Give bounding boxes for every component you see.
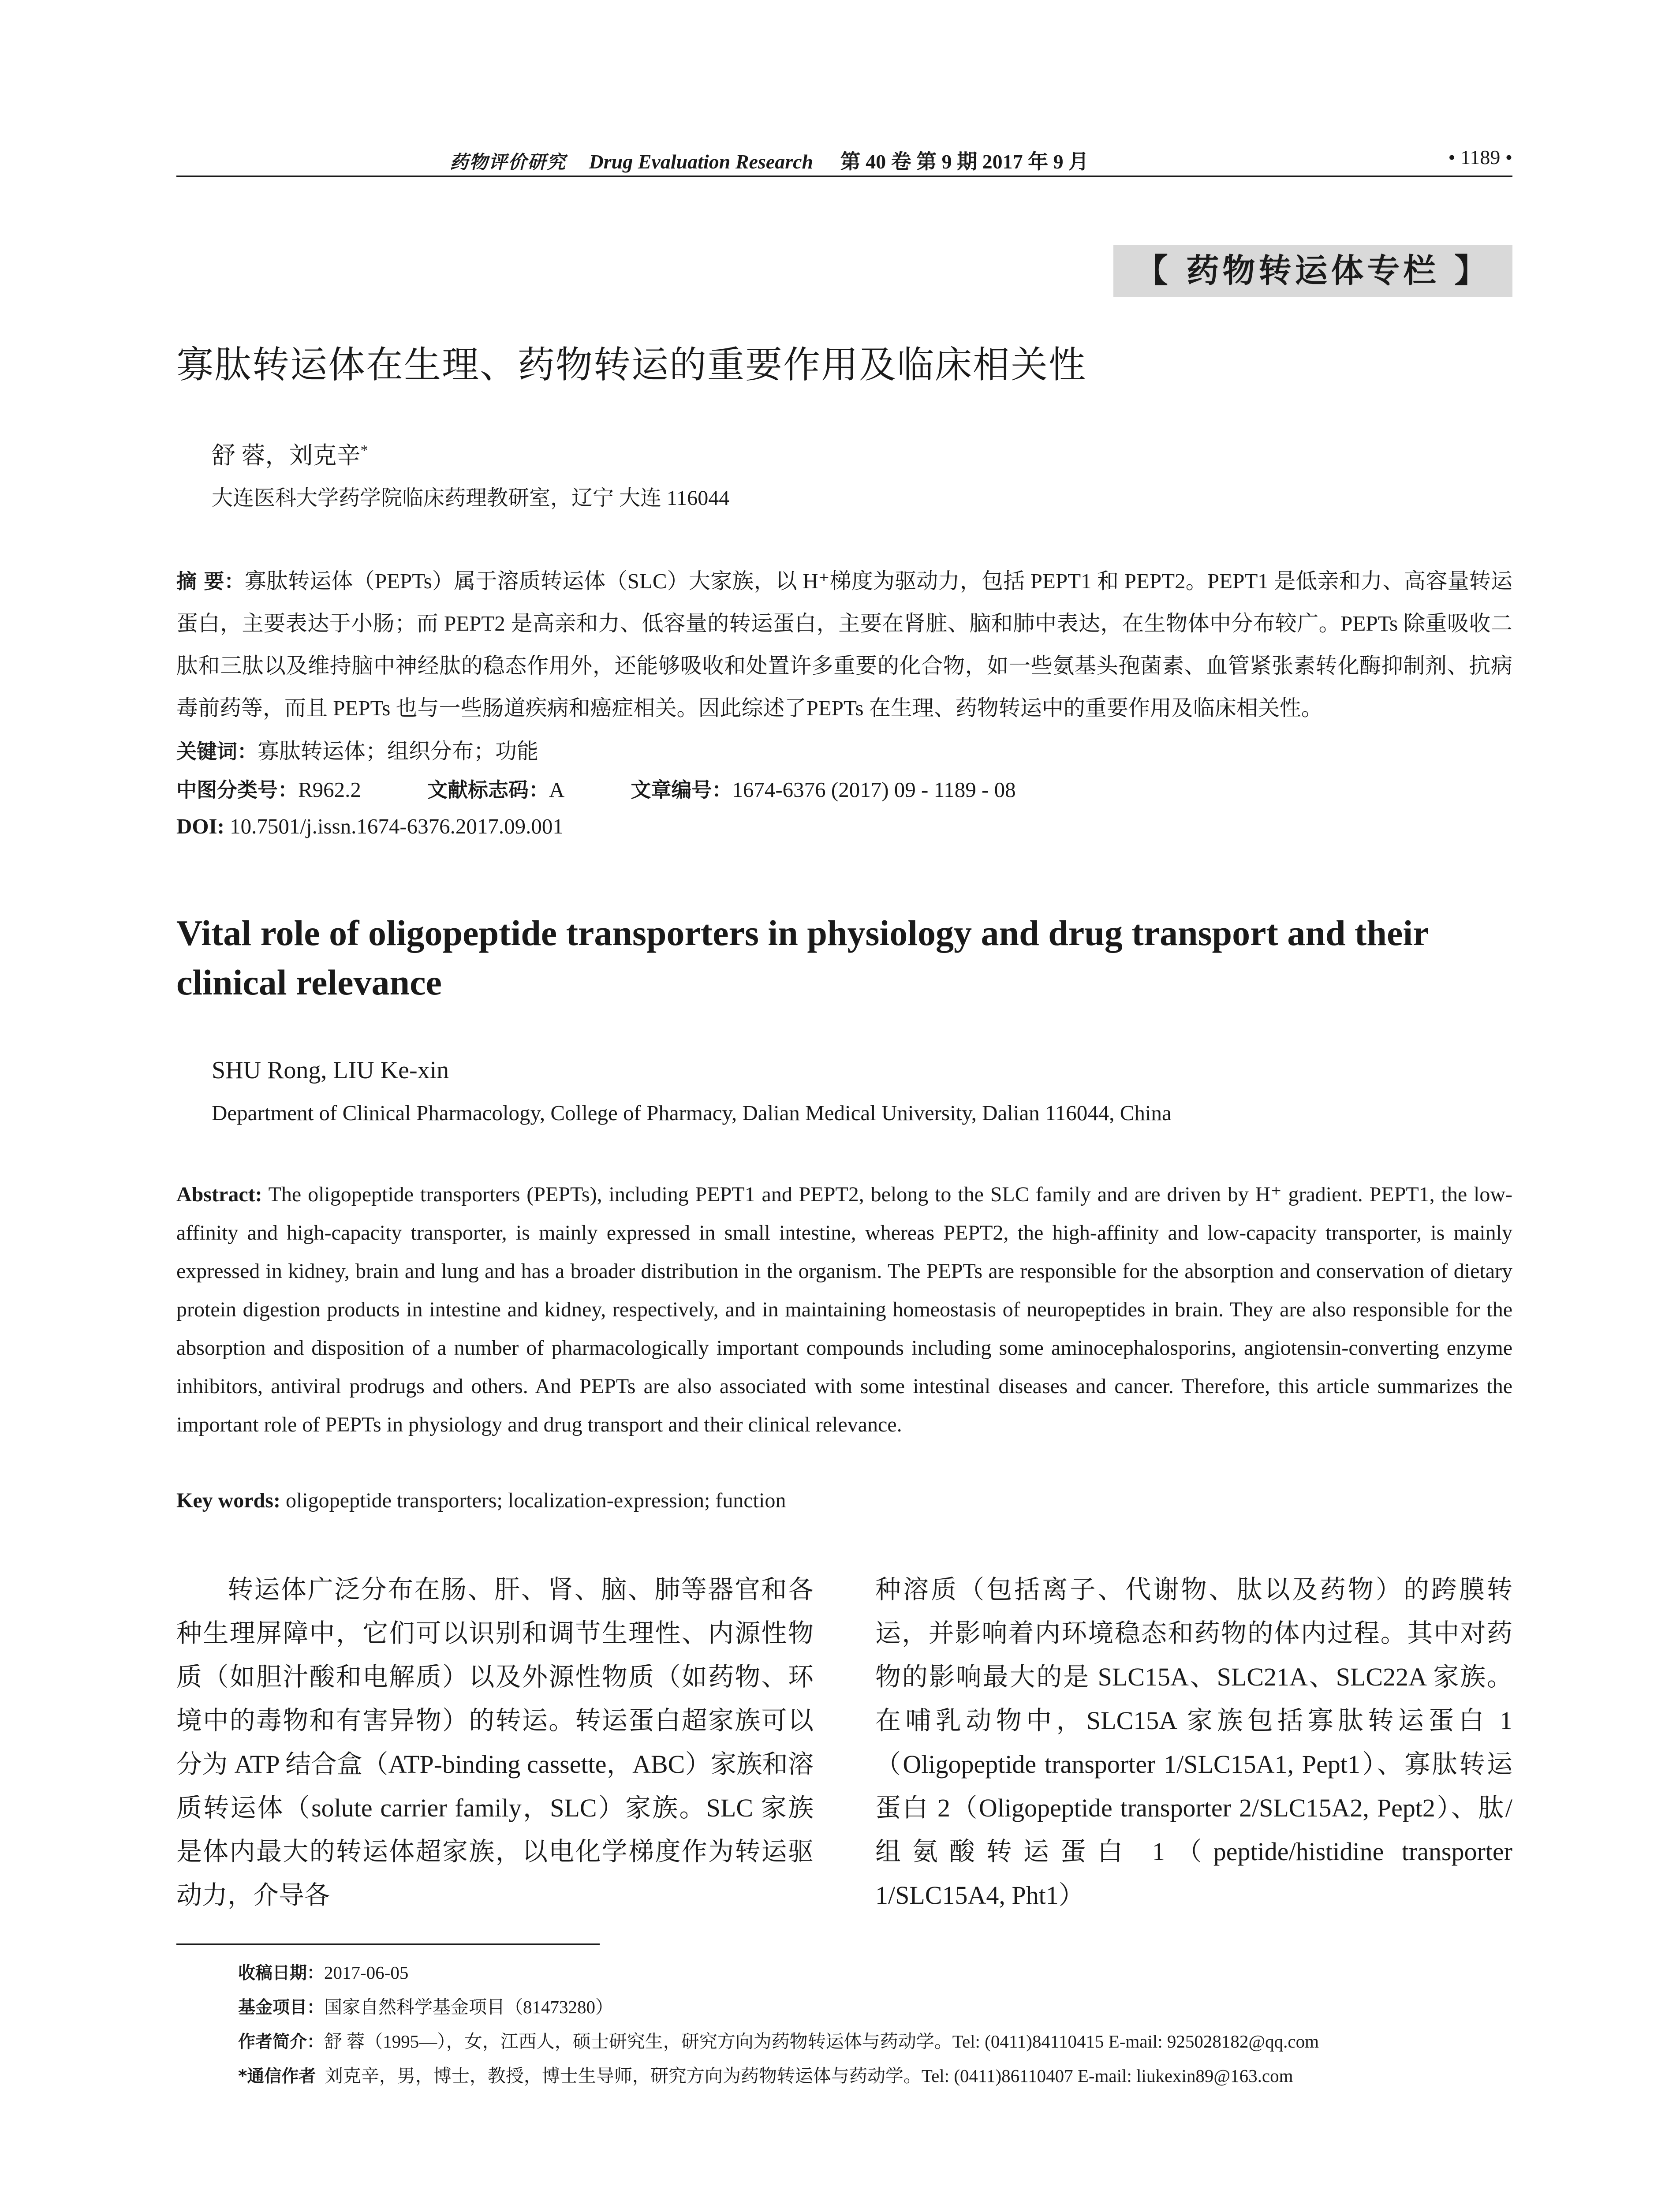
corresponding-label: *通信作者 [238, 2067, 316, 2086]
en-abstract [176, 1175, 1512, 1444]
clc-label: 中图分类号： [176, 778, 298, 802]
corresponding-value: 刘克辛，男，博士，教授，博士生导师，研究方向为药物转运体与药动学。Tel: (0411)86110407 E-mail: liukexin89@163.com [325, 2066, 1293, 2086]
doc-code-value: A [549, 777, 565, 802]
corresponding-mark: * [360, 442, 368, 459]
en-keywords [176, 1488, 786, 1513]
footnote-fund [238, 1990, 1517, 2025]
body-column-right: 种溶质（包括离子、代谢物、肽以及药物）的跨膜转运，并影响着内环境稳态和药物的体内过程。其中对药物的影响最大的是 SLC15A、SLC21A、SLC22A 家族。在哺乳动物中，SLC15A 家族包括寡肽转运蛋白 1（Oligopeptide transporter 1/SLC15A1, Pept1）、寡肽转运蛋白 2（Oligopeptide transporter 2/SLC15A2, Pept2）、肽/组氨酸转运蛋白 1（peptide/histidine transporter 1/SLC15A4, Pht1） [875, 1575, 1512, 1910]
cn-title: 寡肽转运体在生理、药物转运的重要作用及临床相关性 [176, 343, 1087, 386]
page-number: • 1189 • [1448, 146, 1512, 168]
journal-name-en: Drug Evaluation Research [589, 150, 814, 173]
cn-author-names: 舒 蓉，刘克辛 [212, 442, 361, 469]
cn-abstract-text: 寡肽转运体（PEPTs）属于溶质转运体（SLC）大家族，以 H⁺梯度为驱动力，包括 PEPT1 和 PEPT2。PEPT1 是低亲和力、高容量转运蛋白，主要表达于小肠；而 PEPT2 是高亲和力、低容量的转运蛋白，主要在肾脏、脑和肺中表达，在生物体中分布较广。PEPTs 除重吸收二肽和三肽以及维持脑中神经肽的稳态作用外，还能够吸收和处置许多重要的化合物，如一些氨基头孢菌素、血管紧张素转化酶抑制剂、抗病毒前药等，而且 PEPTs 也与一些肠道疾病和癌症相关。因此综述了PEPTs 在生理、药物转运中的重要作用及临床相关性。 [176, 569, 1512, 720]
doc-code-label: 文献标志码： [427, 778, 549, 802]
column-badge: 【 药物转运体专栏 】 [1113, 245, 1512, 297]
issue-info: 第 40 卷 第 9 期 2017 年 9 月 [840, 150, 1089, 173]
footnote-divider [176, 1943, 600, 1945]
en-keywords-label: Key words: [176, 1489, 280, 1512]
cn-abstract [176, 560, 1512, 729]
footnote-author [238, 2025, 1517, 2059]
doi-label: DOI: [176, 814, 224, 838]
en-title: Vital role of oligopeptide transporters in physiology and drug transport and their clinical relevance [176, 913, 1429, 1002]
footnote-received [238, 1956, 1517, 1990]
doi-value: 10.7501/j.issn.1674-6376.2017.09.001 [230, 814, 564, 838]
cn-keywords-text: 寡肽转运体；组织分布；功能 [258, 739, 539, 763]
cn-keywords-label: 关键词： [176, 740, 258, 763]
received-label: 收稿日期： [238, 1963, 325, 1983]
clc-value: R962.2 [298, 777, 361, 802]
cn-authors [212, 437, 368, 471]
classification-line [176, 774, 1512, 803]
footnote-corresponding [238, 2059, 1517, 2093]
journal-logo-cn: 药物评价研究 [450, 153, 567, 173]
cn-keywords [176, 734, 1512, 765]
cn-abstract-label: 摘 要： [176, 569, 245, 593]
cn-affiliation: 大连医科大学药学院临床药理教研室，辽宁 大连 116044 [212, 486, 730, 510]
en-authors: SHU Rong, LIU Ke-xin [212, 1057, 449, 1084]
en-abstract-text: The oligopeptide transporters (PEPTs), including PEPT1 and PEPT2, belong to the SLC family and are driven by H⁺ gradient. PEPT1, the low-affinity and high-capacity transporter, is mainly expressed in small intestine, whereas PEPT2, the high-affinity and low-capacity transporter, is mainly expressed in kidney, brain and lung and has a broader distribution in the organism. The PEPTs are responsible for the absorption and conservation of dietary protein digestion products in intestine and kidney, respectively, and in maintaining homeostasis of neuropeptides in brain. They are also responsible for the absorption and disposition of a number of pharmacologically important compounds including some aminocephalosporins, angiotensin-converting enzyme inhibitors, antiviral prodrugs and others. And PEPTs are also associated with some intestinal diseases and cancer. Therefore, this article summarizes the important role of PEPTs in physiology and drug transport and their clinical relevance. [176, 1183, 1512, 1436]
doi-line [176, 814, 1512, 839]
header-center [450, 146, 1089, 175]
en-affiliation: Department of Clinical Pharmacology, College of Pharmacy, Dalian Medical University, Dalian 116044, China [212, 1101, 1172, 1125]
fund-value: 国家自然科学基金项目（81473280） [324, 1997, 614, 2017]
fund-label: 基金项目： [238, 1998, 325, 2018]
en-keywords-text: oligopeptide transporters; localization-expression; function [285, 1489, 786, 1512]
received-value: 2017-06-05 [324, 1962, 409, 1983]
article-no-label: 文章编号： [631, 778, 732, 802]
author-label: 作者简介： [238, 2032, 325, 2052]
body-column-left: 转运体广泛分布在肠、肝、肾、脑、肺等器官和各种生理屏障中，它们可以识别和调节生理性、内源性物质（如胆汁酸和电解质）以及外源性物质（如药物、环境中的毒物和有害异物）的转运。转运蛋白超家族可以分为 ATP 结合盒（ATP-binding cassette，ABC）家族和溶质转运体（solute carrier family，SLC）家族。SLC 家族是体内最大的转运体超家族，以电化学梯度作为转运驱动力，介导各 [176, 1575, 814, 1910]
author-value: 舒 蓉（1995—），女，江西人，硕士研究生，研究方向为药物转运体与药动学。Tel: (0411)84110415 E-mail: 925028182@qq.com [324, 2031, 1319, 2052]
article-no-value: 1674-6376 (2017) 09 - 1189 - 08 [732, 777, 1016, 802]
footnotes [238, 1956, 1517, 2093]
en-abstract-label: Abstract: [176, 1183, 262, 1206]
header-divider [176, 176, 1512, 177]
